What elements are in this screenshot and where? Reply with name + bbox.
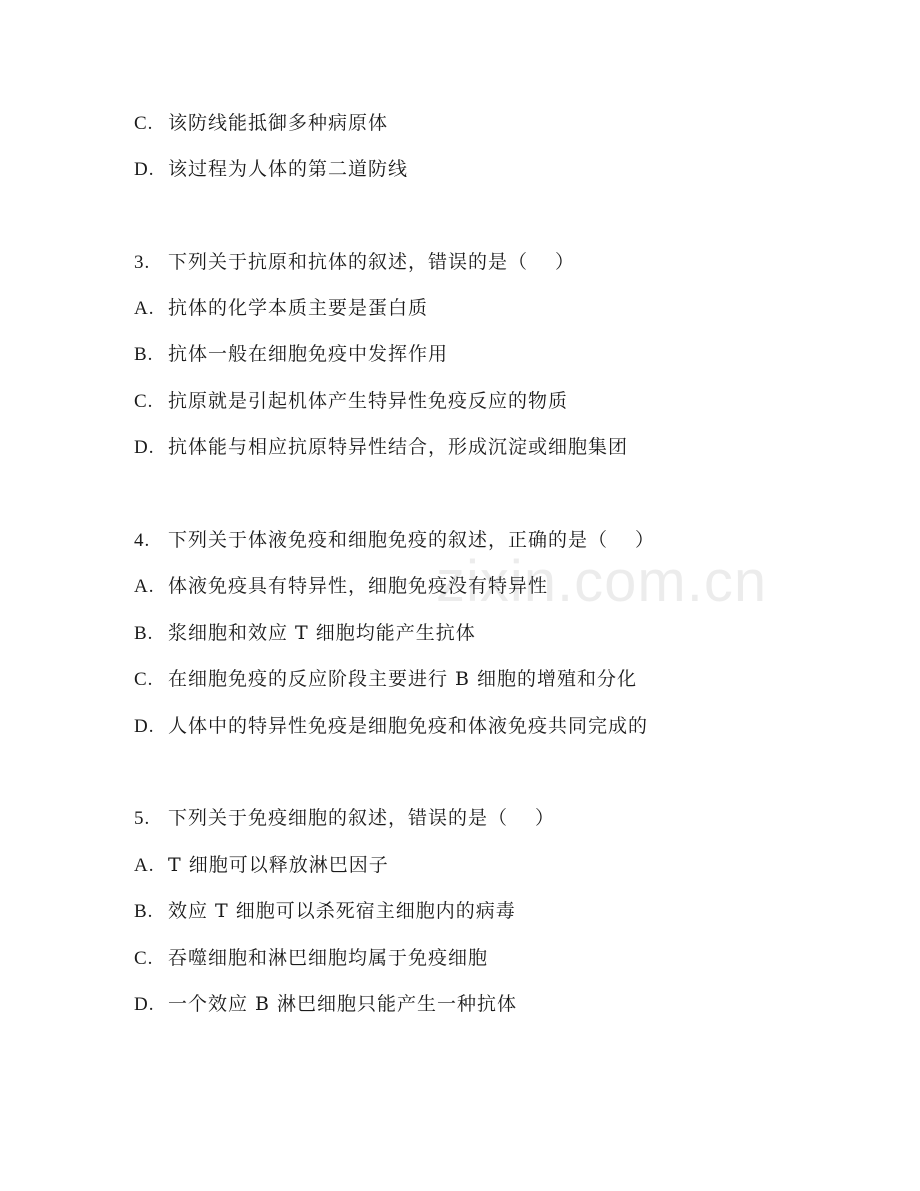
question-number: 4. (134, 530, 151, 551)
option-text: 抗原就是引起机体产生特异性免疫反应的物质 (168, 390, 569, 412)
option-label: A. (134, 576, 155, 597)
option-label: C. (134, 391, 154, 412)
option-label: D. (134, 437, 155, 458)
question-line (134, 528, 655, 553)
option-line (134, 714, 648, 739)
option-text: 体液免疫具有特异性，细胞免疫没有特异性 (168, 575, 549, 597)
option-text: 抗体能与相应抗原特异性结合，形成沉淀或细胞集团 (168, 436, 629, 458)
option-label: D. (134, 994, 155, 1015)
question-text: 下列关于体液免疫和细胞免疫的叙述，正确的是（ ） (168, 529, 656, 551)
option-text: T 细胞可以释放淋巴因子 (168, 854, 389, 876)
option-label: D. (134, 159, 155, 180)
option-line (134, 296, 428, 321)
question-number: 3. (134, 252, 151, 273)
option-text: 效应 T 细胞可以杀死宿主细胞内的病毒 (168, 900, 516, 922)
option-text: 吞噬细胞和淋巴细胞均属于免疫细胞 (168, 947, 489, 969)
option-line (134, 574, 548, 599)
option-text: 该防线能抵御多种病原体 (168, 112, 389, 134)
option-text: 在细胞免疫的反应阶段主要进行 B 细胞的增殖和分化 (168, 668, 638, 690)
option-line (134, 342, 448, 367)
option-label: B. (134, 901, 154, 922)
option-label: C. (134, 113, 154, 134)
option-text: 人体中的特异性免疫是细胞免疫和体液免疫共同完成的 (168, 715, 649, 737)
option-line (134, 111, 388, 136)
question-number: 5. (134, 808, 151, 829)
option-line (134, 157, 408, 182)
option-line (134, 946, 488, 971)
option-line (134, 435, 628, 460)
option-text: 一个效应 B 淋巴细胞只能产生一种抗体 (168, 993, 518, 1015)
option-text: 浆细胞和效应 T 细胞均能产生抗体 (168, 622, 476, 644)
option-label: D. (134, 716, 155, 737)
question-line (134, 250, 575, 275)
question-text: 下列关于免疫细胞的叙述，错误的是（ ） (168, 807, 556, 829)
option-label: C. (134, 669, 154, 690)
option-label: A. (134, 298, 155, 319)
question-line (134, 806, 555, 831)
question-text: 下列关于抗原和抗体的叙述，错误的是（ ） (168, 251, 576, 273)
option-line (134, 992, 517, 1017)
option-line (134, 667, 637, 692)
option-label: A. (134, 855, 155, 876)
option-label: B. (134, 344, 154, 365)
option-line (134, 389, 568, 414)
option-line (134, 899, 516, 924)
option-line (134, 853, 389, 878)
option-line (134, 621, 476, 646)
option-text: 抗体一般在细胞免疫中发挥作用 (168, 343, 449, 365)
option-label: C. (134, 948, 154, 969)
watermark: zixin.com.cn (436, 549, 768, 614)
option-label: B. (134, 623, 154, 644)
option-text: 抗体的化学本质主要是蛋白质 (168, 297, 429, 319)
option-text: 该过程为人体的第二道防线 (168, 158, 409, 180)
